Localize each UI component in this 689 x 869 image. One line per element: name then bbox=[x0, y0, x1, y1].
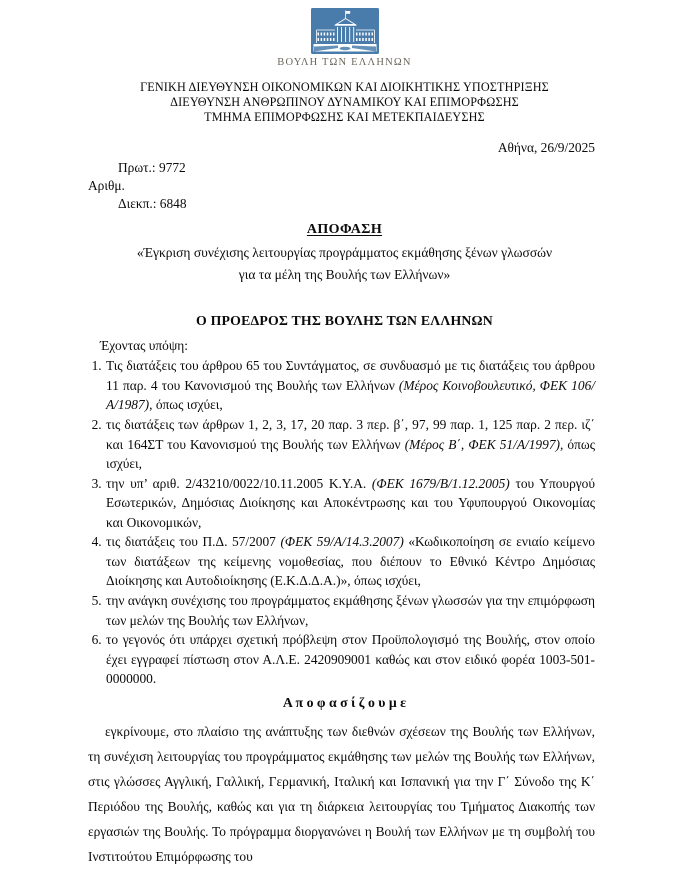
fek-reference: (ΦΕΚ 59/Α/14.3.2007) bbox=[280, 534, 404, 550]
logo-caption: ΒΟΥΛΗ ΤΩΝ ΕΛΛΗΝΩΝ bbox=[277, 57, 412, 68]
consideration-item bbox=[105, 591, 595, 630]
fek-reference: (ΦΕΚ 1679/Β/1.12.2005) bbox=[371, 475, 510, 491]
logo-wrap bbox=[0, 8, 689, 69]
consideration-item bbox=[105, 630, 595, 689]
subtitle-line-2: για τα μέλη της Βουλής των Ελλήνων» bbox=[238, 267, 451, 283]
protocol-number: Πρωτ.: 9772 bbox=[118, 160, 186, 176]
consideration-text: την υπ’ αριθ. 2/43210/0022/10.11.2005 Κ.Υ.Α. bbox=[106, 475, 372, 491]
consideration-text: τις διατάξεις των άρθρων 1, 2, 3, 17, 20 παρ. 3 περ. β΄, 97, 99 παρ. 1, 125 παρ. 2 περ. ιζ΄ και 164ΣΤ του Κανονισμού της Βουλής των Ελλήνων bbox=[106, 417, 595, 452]
consideration-item bbox=[105, 356, 595, 415]
decision-verb: Α π ο φ α σ ί ζ ο υ μ ε bbox=[282, 694, 407, 710]
consideration-text: τις διατάξεις του Π.Δ. 57/2007 bbox=[106, 534, 281, 550]
date-line: Αθήνα, 26/9/2025 bbox=[497, 140, 595, 156]
considerations-list bbox=[88, 356, 595, 688]
consideration-item bbox=[105, 415, 595, 474]
fek-reference: (Μέρος Β΄, ΦΕΚ 51/Α/1997) bbox=[404, 436, 560, 452]
consideration-text: , όπως ισχύει, bbox=[106, 436, 595, 472]
subtitle-line-1: «Έγκριση συνέχισης λειτουργίας προγράμματος εκμάθησης ξένων γλωσσών bbox=[136, 245, 553, 261]
fek-reference: (Μέρος Κοινοβουλευτικό, ΦΕΚ 106/Α/1987) bbox=[106, 377, 595, 413]
number-label: Αριθμ. bbox=[88, 178, 125, 194]
protocol-block bbox=[88, 159, 689, 213]
consideration-text: Τις διατάξεις του άρθρου 65 του Συντάγματος, σε συνδυασμό με τις διατάξεις του άρθρου 11 παρ. 4 του Κανονισμού της Βουλής των Ελλήνων bbox=[106, 358, 595, 393]
department-header bbox=[0, 80, 689, 124]
parliament-emblem-icon bbox=[311, 8, 379, 54]
decision-subtitle bbox=[0, 242, 689, 286]
consideration-text: «Κωδικοποίηση σε ενιαίο κείμενο των διατάξεων της κείμενης νομοθεσίας, που διέπουν το Εθνικό Κέντρο Δημόσιας Διοίκησης και Αυτοδιοίκησης (Ε.Κ.Δ.Δ.Α.)», όπως ισχύει, bbox=[106, 534, 595, 589]
consideration-text: το γεγονός ότι υπάρχει σχετική πρόβλεψη στον Προϋπολογισμό της Βουλής, στον οποίο έχει εγγραφεί πίστωση στον Α.Λ.Ε. 2420909001 καθώς και στον ειδικό φορέα 1003-501-0000000. bbox=[106, 632, 595, 687]
issuer-heading: Ο ΠΡΟΕΔΡΟΣ ΤΗΣ ΒΟΥΛΗΣ ΤΩΝ ΕΛΛΗΝΩΝ bbox=[196, 313, 493, 329]
department-line-3: ΤΜΗΜΑ ΕΠΙΜΟΡΦΩΣΗΣ ΚΑΙ ΜΕΤΕΚΠΑΙΔΕΥΣΗΣ bbox=[204, 109, 485, 124]
consideration-item bbox=[105, 532, 595, 591]
consideration-text: την ανάγκη συνέχισης του προγράμματος εκμάθησης ξένων γλωσσών για την επιμόρφωση των μελών της Βουλής των Ελλήνων, bbox=[106, 592, 595, 628]
consideration-item bbox=[105, 474, 595, 533]
consideration-text: του Υπουργού Εσωτερικών, Δημόσιας Διοίκησης και Αποκέντρωσης και του Υφυπουργού Οικονομίας και Οικονομικών, bbox=[106, 475, 595, 530]
decision-title: ΑΠΟΦΑΣΗ bbox=[306, 222, 383, 238]
dispatch-number: Διεκπ.: 6848 bbox=[118, 196, 187, 212]
department-line-1: ΓΕΝΙΚΗ ΔΙΕΥΘΥΝΣΗ ΟΙΚΟΝΟΜΙΚΩΝ ΚΑΙ ΔΙΟΙΚΗΤΙΚΗΣ ΥΠΟΣΤΗΡΙΞΗΣ bbox=[140, 80, 549, 94]
preamble: Έχοντας υπόψη: bbox=[100, 338, 188, 354]
consideration-text: , όπως ισχύει, bbox=[149, 397, 223, 413]
decision-body: εγκρίνουμε, στο πλαίσιο της ανάπτυξης των διεθνών σχέσεων της Βουλής των Ελλήνων, τη συνέχιση λειτουργίας του προγράμματος εκμάθησης των μελών της Βουλής των Ελλήνων, στις γλώσσες Αγγλική, Γαλλική, Γερμανική, Ιταλική και Ισπανική για την Γ΄ Σύνοδο της Κ΄ Περιόδου της Βουλής, καθώς και για τη διάρκεια λειτουργίας του Τμήματος Διακοπής των εργασιών της Βουλής. Το πρόγραμμα διοργανώνει η Βουλή των Ελλήνων με τη συμβολή του Ινστιτούτου Επιμόρφωσης του bbox=[88, 723, 595, 864]
department-line-2: ΔΙΕΥΘΥΝΣΗ ΑΝΘΡΩΠΙΝΟΥ ΔΥΝΑΜΙΚΟΥ ΚΑΙ ΕΠΙΜΟΡΦΩΣΗΣ bbox=[170, 94, 519, 109]
